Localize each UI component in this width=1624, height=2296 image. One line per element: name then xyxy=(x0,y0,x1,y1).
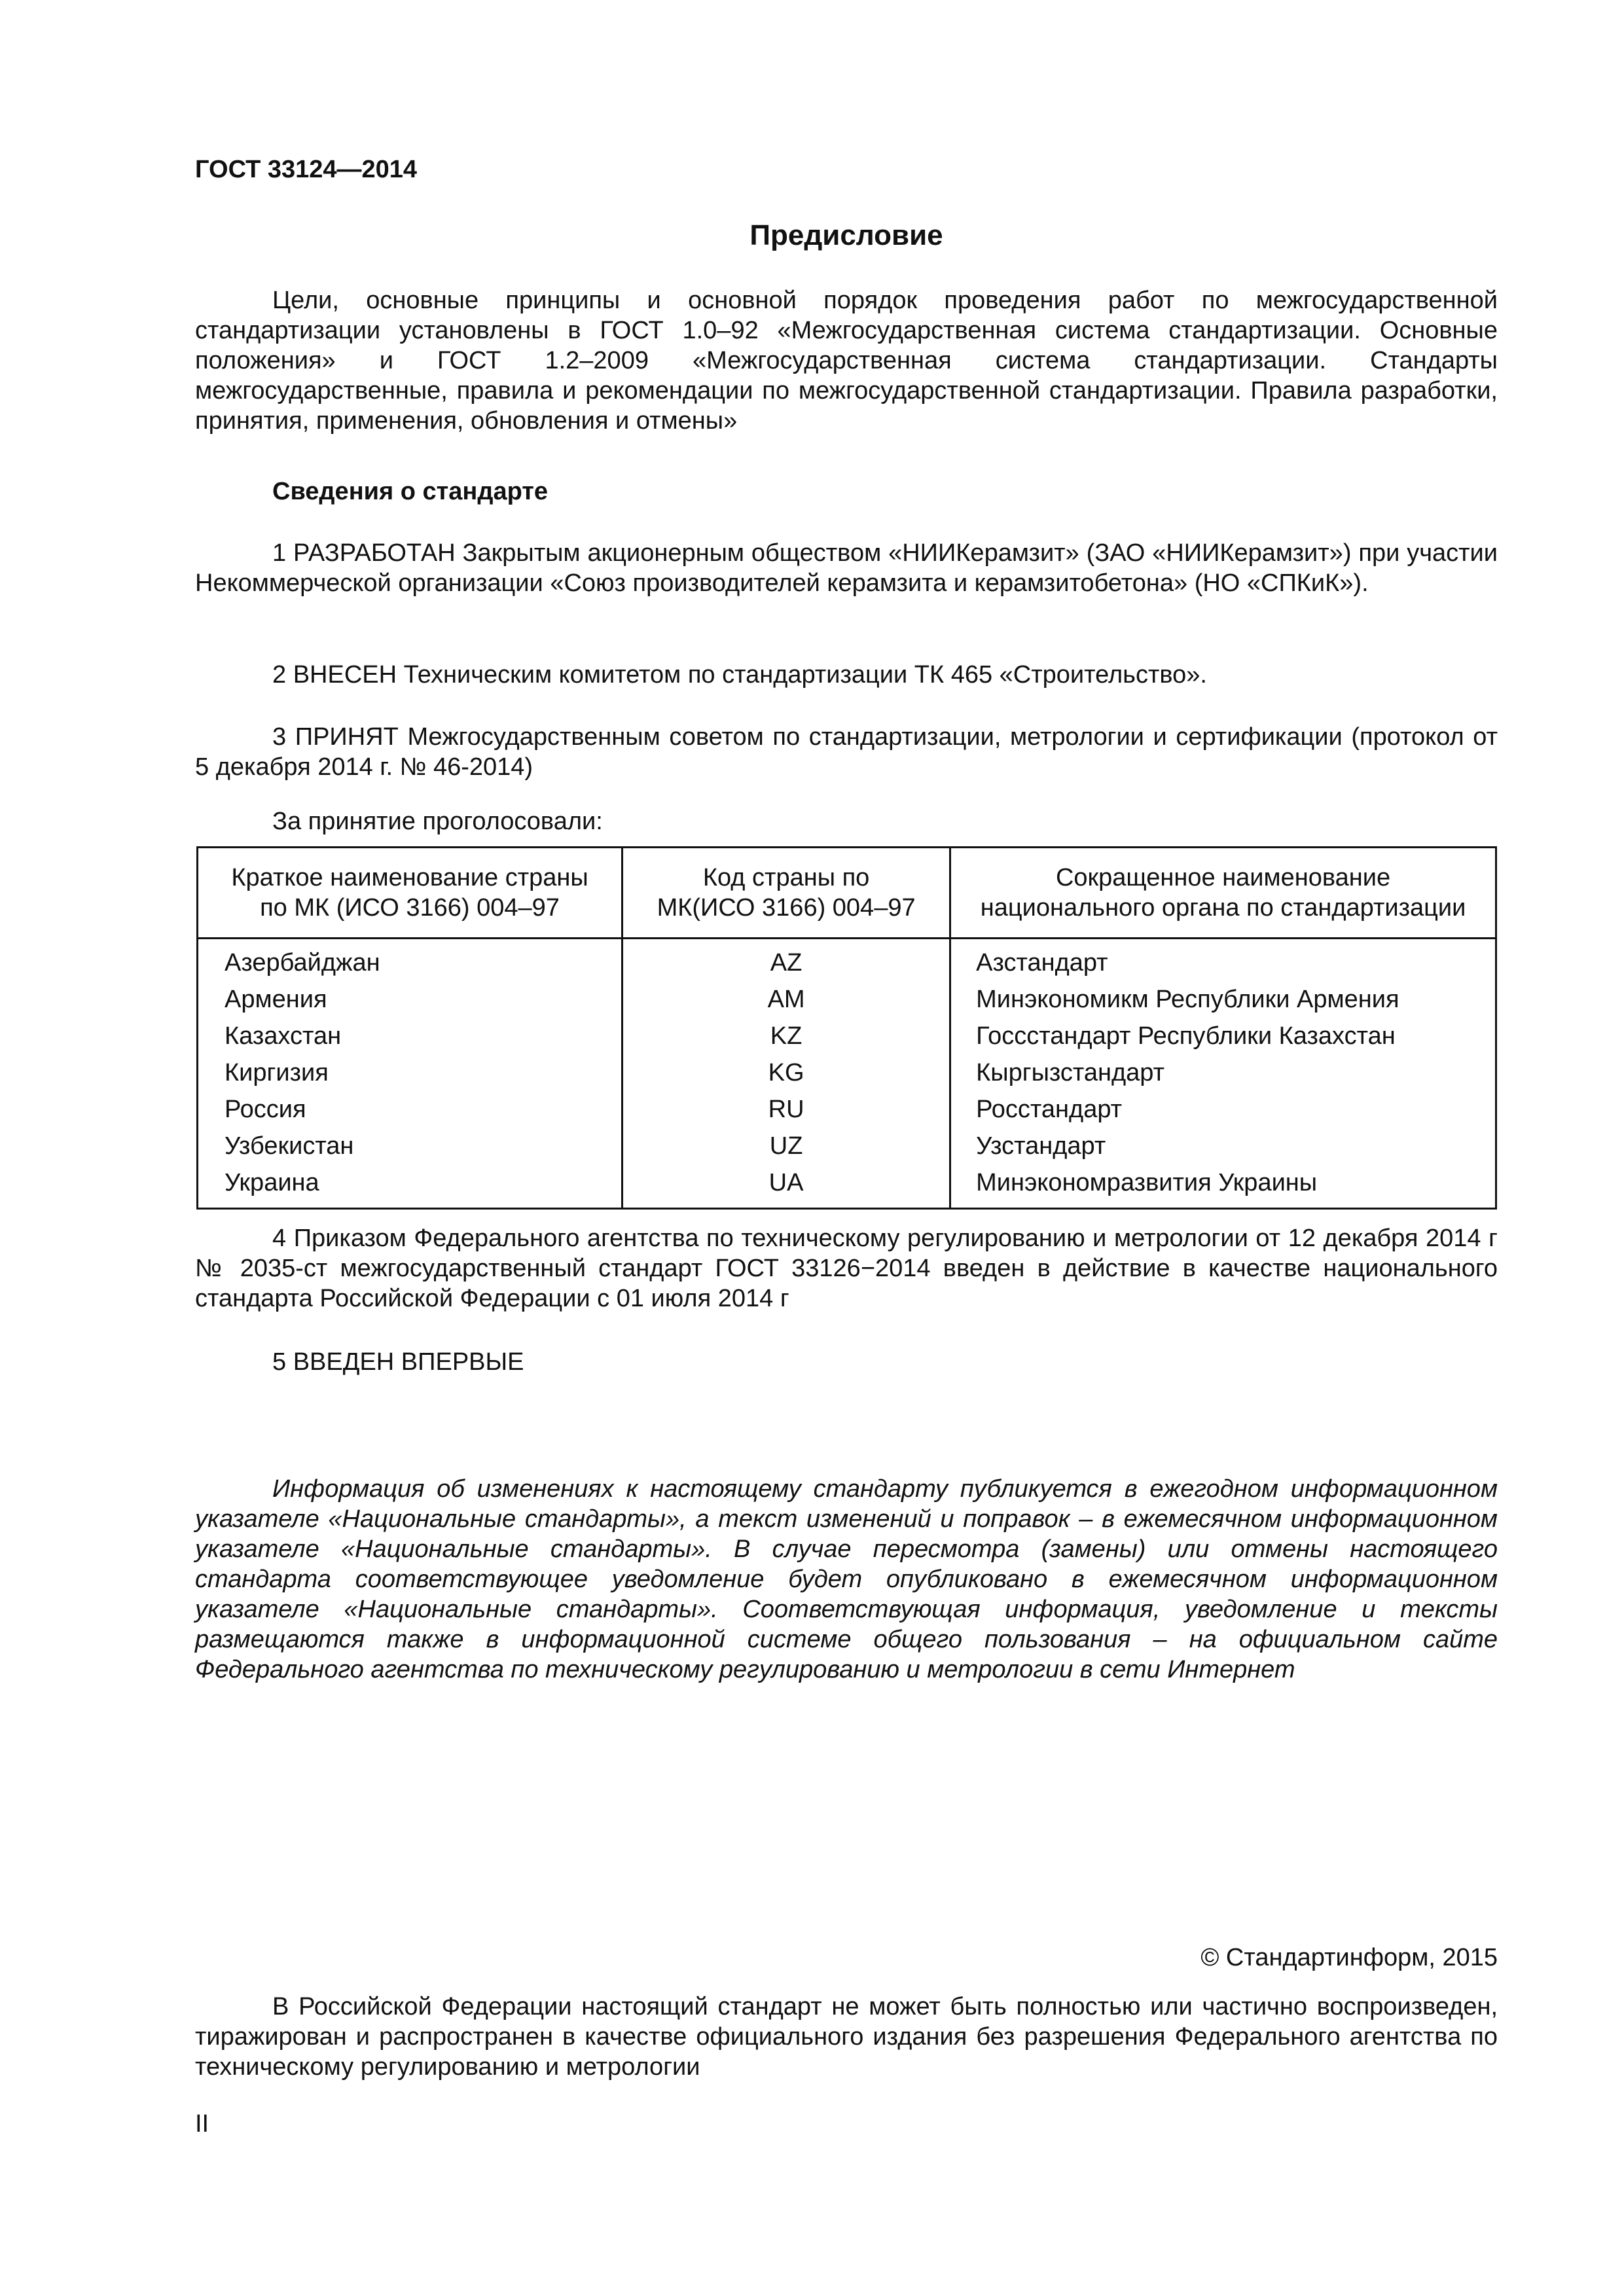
header-code-line1: Код страны по xyxy=(702,864,870,891)
cell-body: Минэкономикм Республики Армения xyxy=(950,981,1496,1018)
cell-code: KZ xyxy=(623,1018,950,1054)
cell-code: KG xyxy=(623,1054,950,1091)
cell-code: RU xyxy=(623,1091,950,1128)
cell-country: Казахстан xyxy=(198,1018,623,1054)
document-code: ГОСТ 33124—2014 xyxy=(195,156,418,183)
cell-code: UA xyxy=(623,1164,950,1209)
cell-body: Узстандарт xyxy=(950,1128,1496,1164)
info-notice: Информация об изменениях к настоящему стандарту публикуется в ежегодном информационном указателе «Национальные стандарты», а текст изменений и поправок – в ежемесячном информационном указателе «Национальные стандарты». В случае пересмотра (замены) или отмены настоящего стандарта соответствующее уведомление будет опубликовано в ежемесячном информационном указателе «Национальные стандарты». Соответствующая информация, уведомление и тексты размещаются также в информационной системе общего пользования – на официальном сайте Федерального агентства по техническому регулированию и метрологии в сети Интернет xyxy=(195,1475,1498,1683)
item-introduced: 2 ВНЕСЕН Техническим комитетом по стандартизации ТК 465 «Строительство». xyxy=(272,661,1207,689)
table-row xyxy=(198,981,1496,1018)
header-body xyxy=(950,848,1496,939)
cell-body: Росстандарт xyxy=(950,1091,1496,1128)
table-row xyxy=(198,1128,1496,1164)
cell-body: Азстандарт xyxy=(950,939,1496,982)
copyright-line: © Стандартинформ, 2015 xyxy=(1200,1944,1498,1971)
cell-code: AM xyxy=(623,981,950,1018)
cell-country: Азербайджан xyxy=(198,939,623,982)
reproduction-notice: В Российской Федерации настоящий стандарт не может быть полностью или частично воспроизведен, тиражирован и распространен в качестве официального издания без разрешения Федерального агентства по техническому регулированию и метрологии xyxy=(195,1993,1498,2081)
cell-code: AZ xyxy=(623,939,950,982)
page-number: II xyxy=(195,2110,209,2138)
header-body-line2: национального органа по стандартизации xyxy=(980,894,1466,922)
cell-country: Узбекистан xyxy=(198,1128,623,1164)
table-row xyxy=(198,1054,1496,1091)
item-developed: 1 РАЗРАБОТАН Закрытым акционерным обществом «НИИКерамзит» (ЗАО «НИИКерамзит») при участии Некоммерческой организации «Союз производителей керамзита и керамзитобетона» (НО «СПКиК»). xyxy=(195,539,1498,597)
page-title: Предисловие xyxy=(749,219,943,251)
header-code-line2: МК(ИСО 3166) 004–97 xyxy=(657,894,916,922)
cell-country: Украина xyxy=(198,1164,623,1209)
header-body-line1: Сокращенное наименование xyxy=(1055,864,1391,891)
intro-paragraph: Цели, основные принципы и основной порядок проведения работ по межгосударственной стандартизации установлены в ГОСТ 1.0–92 «Межгосударственная система стандартизации. Основные положения» и ГОСТ 1.2–2009 «Межгосударственная система стандартизации. Стандарты межгосударственные, правила и рекомендации по межгосударственной стандартизации. Правила разработки, принятия, применения, обновления и отмены» xyxy=(195,287,1498,435)
item-accepted: 3 ПРИНЯТ Межгосударственным советом по стандартизации, метрологии и сертификации (протокол от 5 декабря 2014 г. № 46-2014) xyxy=(195,723,1498,781)
votes-table-header xyxy=(198,848,1496,939)
cell-body: Госсстандарт Республики Казахстан xyxy=(950,1018,1496,1054)
table-row xyxy=(198,939,1496,982)
cell-body: Кыргызстандарт xyxy=(950,1054,1496,1091)
header-country-line2: по МК (ИСО 3166) 004–97 xyxy=(260,894,560,922)
header-country-line1: Краткое наименование страны xyxy=(231,864,588,891)
item-order: 4 Приказом Федерального агентства по техническому регулированию и метрологии от 12 декабря 2014 г № 2035-ст межгосударственный стандарт ГОСТ 33126−2014 введен в действие в качестве национального стандарта Российской Федерации с 01 июля 2014 г xyxy=(195,1225,1498,1312)
section-heading: Сведения о стандарте xyxy=(272,478,549,505)
cell-code: UZ xyxy=(623,1128,950,1164)
header-code xyxy=(623,848,950,939)
header-country xyxy=(198,848,623,939)
cell-country: Киргизия xyxy=(198,1054,623,1091)
item-first-introduced: 5 ВВЕДЕН ВПЕРВЫЕ xyxy=(272,1348,524,1376)
table-row xyxy=(198,1164,1496,1209)
cell-body: Минэкономразвития Украины xyxy=(950,1164,1496,1209)
cell-country: Армения xyxy=(198,981,623,1018)
votes-table xyxy=(196,846,1497,1210)
table-row xyxy=(198,1018,1496,1054)
votes-caption: За принятие проголосовали: xyxy=(272,808,603,835)
cell-country: Россия xyxy=(198,1091,623,1128)
table-row xyxy=(198,1091,1496,1128)
